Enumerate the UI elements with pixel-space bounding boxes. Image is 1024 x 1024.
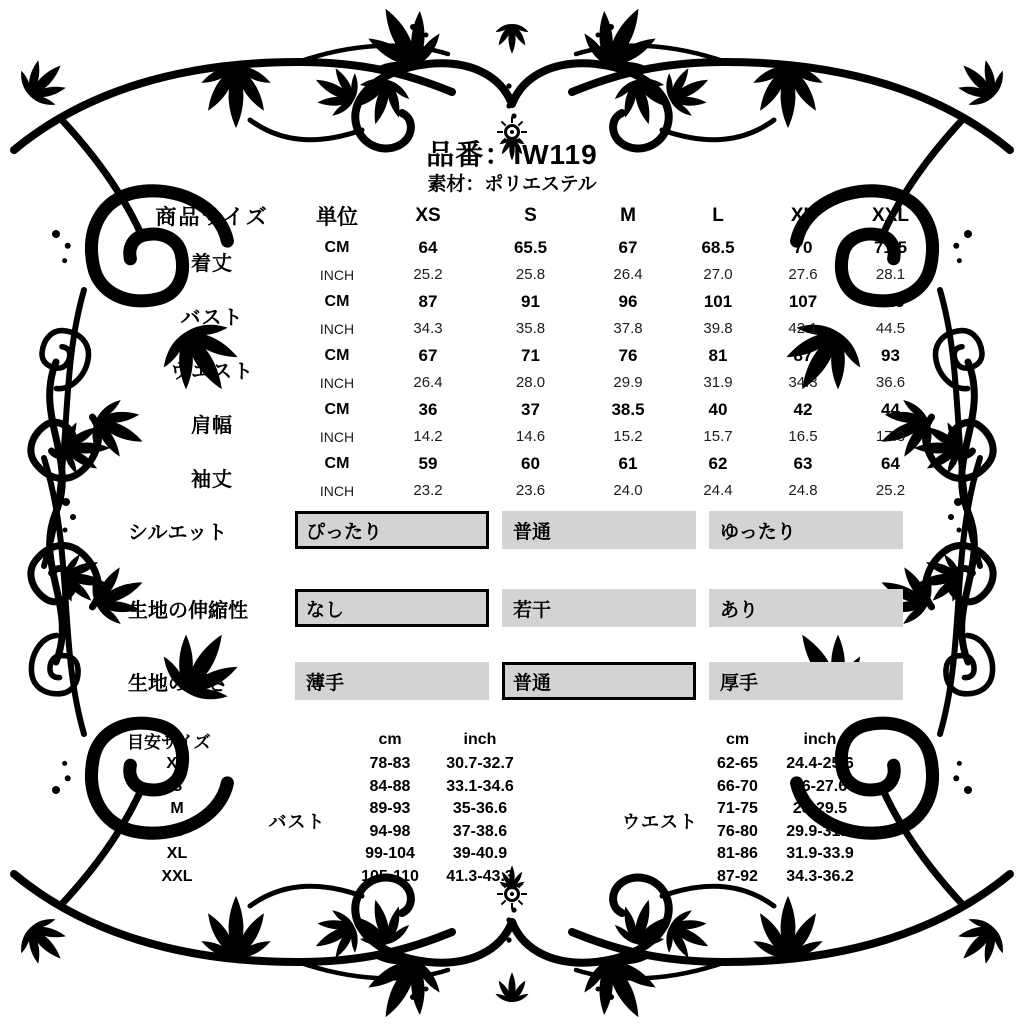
cm-value: 81 [708, 345, 728, 365]
row-label: 着丈 [191, 252, 233, 275]
option-box: ゆったり [709, 511, 903, 549]
material-label: 素材： [427, 174, 485, 195]
size-header: M [620, 205, 636, 226]
cm-value: 93 [881, 345, 900, 365]
inch-value: 25.2 [413, 266, 443, 283]
inch-value: 27.6 [788, 266, 818, 283]
cm-value: 64 [418, 237, 438, 257]
cm-value: 42 [793, 399, 813, 419]
bust-cm: 84-88 [369, 777, 411, 795]
inch-value: 27.0 [703, 266, 733, 283]
material-line [0, 169, 1024, 196]
ref-size: S [171, 777, 183, 795]
waist-cm: 71-75 [717, 800, 758, 818]
inch-value: 14.6 [515, 428, 546, 445]
row-label: ウエスト [170, 360, 254, 383]
inch-value: 23.2 [413, 482, 443, 499]
inch-value: 39.8 [703, 320, 733, 337]
size-header: XS [415, 205, 441, 226]
waist-cm: 62-65 [717, 755, 758, 773]
inch-value: 35.8 [515, 320, 546, 337]
inch-value: 28.0 [515, 374, 546, 391]
inch-row-label: INCH [319, 374, 355, 391]
ref-size: XS [166, 755, 188, 773]
inch-value: 31.9 [703, 374, 733, 391]
size-header: XL [790, 205, 816, 226]
option-box: ぴったり [295, 511, 489, 549]
inch-row-label: INCH [319, 428, 355, 445]
cm-value: 96 [618, 291, 638, 311]
unit-header: 単位 [316, 206, 358, 229]
table-corner-label: 商品サイズ [155, 206, 269, 229]
inch-column-header: inch [803, 731, 837, 748]
cm-value: 59 [418, 453, 438, 473]
cm-value: 101 [703, 291, 733, 311]
waist-cm: 87-92 [717, 867, 758, 885]
bust-inch: 41.3-43.3 [446, 867, 514, 885]
row-label: 肩幅 [191, 414, 233, 437]
cm-value: 87 [418, 291, 438, 311]
product-number-label: 品番： [426, 139, 514, 170]
inch-column-header: inch [463, 731, 497, 748]
attribute-label: 生地の伸縮性 [128, 599, 248, 622]
bust-inch: 39-40.9 [452, 845, 508, 863]
waist-inch: 26-27.6 [792, 777, 848, 795]
inch-value: 24.8 [788, 482, 818, 499]
cm-column-header: cm [725, 731, 750, 748]
option-box: なし [295, 589, 489, 627]
waist-cm: 81-86 [717, 845, 758, 863]
waist-cm: 66-70 [717, 777, 758, 795]
product-number-line [0, 133, 1024, 173]
ref-size: M [170, 800, 184, 818]
inch-value: 16.5 [788, 428, 818, 445]
inch-value: 42.1 [788, 320, 818, 337]
cm-value: 70 [793, 237, 813, 257]
bust-cm: 99-104 [365, 845, 415, 863]
inch-value: 15.2 [613, 428, 643, 445]
product-number-value: IW119 [513, 139, 598, 170]
bust-cm: 78-83 [369, 755, 411, 773]
option-group [295, 589, 903, 627]
waist-inch: 28-29.5 [792, 800, 848, 818]
cm-value: 76 [618, 345, 638, 365]
inch-row-label: INCH [319, 320, 355, 337]
bottom-center-flourish [250, 865, 774, 1024]
garment-size-table [128, 198, 938, 504]
option-box: あり [709, 589, 903, 627]
option-box: 厚手 [709, 662, 903, 700]
reference-size-table [115, 727, 865, 888]
waist-cm: 76-80 [717, 822, 758, 840]
cm-value: 63 [793, 453, 813, 473]
cm-value: 71.5 [873, 237, 908, 257]
ref-size: L [172, 822, 182, 840]
inch-value: 23.6 [515, 482, 546, 499]
cm-value: 64 [881, 453, 900, 473]
attribute-label: 生地の厚さ [128, 672, 228, 695]
cm-row-label: CM [324, 346, 350, 364]
inch-value: 15.7 [703, 428, 733, 445]
size-header: L [712, 205, 724, 226]
waist-inch: 29.9-31.5 [786, 822, 854, 840]
option-box: 普通 [502, 511, 696, 549]
bust-label: バスト [268, 811, 326, 832]
cm-column-header: cm [378, 731, 402, 748]
bust-cm: 94-98 [369, 822, 411, 840]
bust-cm: 89-93 [369, 800, 411, 818]
size-header: XXL [872, 205, 909, 226]
inch-value: 25.8 [515, 266, 546, 283]
cm-row-label: CM [324, 238, 350, 256]
cm-value: 67 [618, 237, 638, 257]
cm-value: 44 [881, 399, 900, 419]
bust-inch: 33.1-34.6 [446, 777, 514, 795]
size-header: S [524, 205, 537, 226]
inch-value: 34.3 [413, 320, 443, 337]
waist-inch: 31.9-33.9 [786, 845, 854, 863]
cm-value: 40 [708, 399, 728, 419]
cm-value: 107 [788, 291, 818, 311]
row-label: 袖丈 [191, 468, 233, 491]
cm-value: 36 [418, 399, 438, 419]
inch-value: 26.4 [413, 374, 443, 391]
option-box: 若干 [502, 589, 696, 627]
inch-value: 36.6 [875, 374, 906, 391]
cm-row-label: CM [324, 400, 350, 418]
cm-value: 65.5 [513, 237, 548, 257]
cm-value: 91 [521, 291, 540, 311]
reference-table-title: 目安サイズ [127, 732, 211, 752]
inch-value: 24.0 [613, 482, 643, 499]
waist-inch: 34.3-36.2 [786, 867, 854, 885]
option-group [295, 662, 903, 700]
ref-size: XL [166, 845, 188, 863]
attribute-label: シルエット [128, 521, 228, 544]
waist-label: ウエスト [622, 811, 698, 832]
option-box: 薄手 [295, 662, 489, 700]
bust-inch: 37-38.6 [452, 822, 508, 840]
option-group [295, 511, 903, 549]
cm-value: 87 [793, 345, 813, 365]
silhouette-row [128, 510, 920, 550]
inch-value: 17.3 [875, 428, 906, 445]
option-box: 普通 [502, 662, 696, 700]
cm-value: 62 [708, 453, 728, 473]
cm-value: 38.5 [611, 399, 645, 419]
cm-value: 113 [876, 291, 905, 311]
cm-value: 67 [418, 345, 438, 365]
cm-value: 68.5 [701, 237, 735, 257]
inch-value: 29.9 [613, 374, 643, 391]
cm-value: 60 [521, 453, 540, 473]
material-value: ポリエステル [484, 174, 597, 195]
bust-inch: 30.7-32.7 [446, 755, 514, 773]
inch-value: 14.2 [413, 428, 443, 445]
waist-inch: 24.4-25.6 [786, 755, 854, 773]
cm-value: 37 [521, 399, 540, 419]
inch-value: 26.4 [613, 266, 643, 283]
cm-row-label: CM [324, 454, 350, 472]
inch-value: 37.8 [613, 320, 643, 337]
cm-value: 71 [521, 345, 540, 365]
stretch-row [128, 588, 920, 628]
inch-value: 34.3 [788, 374, 818, 391]
thickness-row [128, 661, 920, 701]
cm-value: 61 [618, 453, 638, 473]
inch-value: 44.5 [875, 320, 906, 337]
inch-value: 28.1 [875, 266, 906, 283]
inch-value: 25.2 [875, 482, 906, 499]
bust-inch: 35-36.6 [452, 800, 508, 818]
cm-row-label: CM [324, 292, 350, 310]
bust-cm: 105-110 [361, 867, 419, 885]
row-label: バスト [180, 306, 244, 329]
ref-size: XXL [161, 867, 193, 885]
inch-row-label: INCH [319, 482, 355, 499]
inch-row-label: INCH [319, 266, 355, 283]
inch-value: 24.4 [703, 482, 733, 499]
